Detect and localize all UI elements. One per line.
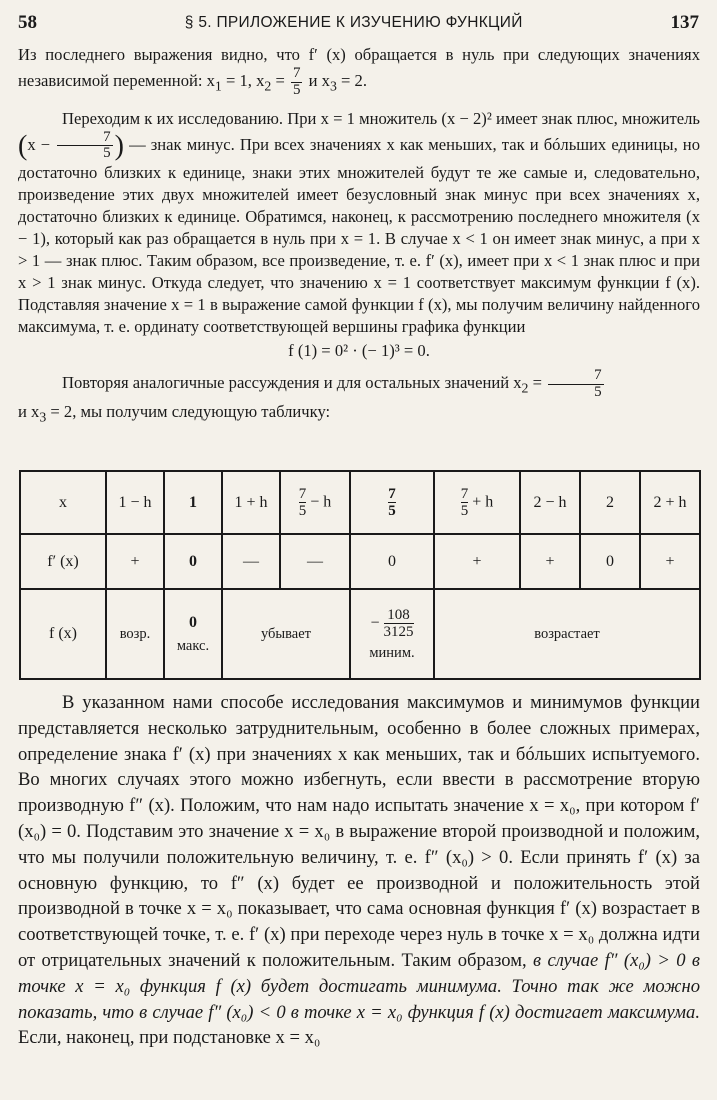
table-cell: − $\frac{108}{3125}$ миним. (350, 589, 434, 679)
intro-text (18, 44, 700, 428)
page-header (18, 8, 699, 38)
table-cell: 1 − h (106, 471, 164, 534)
table-row (20, 471, 700, 534)
left-page-number: 58 (18, 12, 37, 33)
table-cell: 1 (164, 471, 222, 534)
fraction: $\frac{7}{5}$ (57, 130, 113, 163)
table-cell: убывает (222, 589, 350, 679)
table-cell: 0 (350, 534, 434, 589)
sign-table (19, 470, 701, 680)
table-cell: 2 − h (520, 471, 580, 534)
table-row (20, 534, 700, 589)
section-title: § 5. ПРИЛОЖЕНИЕ К ИЗУЧЕНИЮ ФУНКЦИЙ (184, 14, 523, 31)
table-cell: — (222, 534, 280, 589)
right-page-number: 137 (670, 12, 699, 33)
table-cell: + (640, 534, 700, 589)
table-cell: + (434, 534, 520, 589)
paragraph-zeros: Из последнего выражения видно, что f′ (x) обращается в нуль при следующих значениях независимой переменной: $x_1 = 1$, $x_2$ = $\frac{7}{5}$ и $x_3 = 2$. (18, 45, 700, 98)
formula-f1: f (1) = 0² · (− 1)³ = 0. (288, 341, 430, 360)
table-cell: — (280, 534, 350, 589)
table-cell: $\frac{7}{5}$ + h (434, 471, 520, 534)
table-cell: 0 (580, 534, 640, 589)
table-cell: 0 макс. (164, 589, 222, 679)
paragraph-second-derivative: В указанном нами способе исследования максимумов и минимумов функции представляется несколько затруднительным, особенно в более сложных примерах, определение знака f′ (x) при значениях x как меньших, так и бóльших испытуемого. Во многих случаях этого можно избегнуть, если ввести в рассмотрение вторую производную f″ (x). Положим, что нам надо испытать значение x = x₀, при котором f′ (x₀) = 0. Подставим это значение x = x₀ в выражение второй производной и положим, что мы получили положительную величину, т. е. f″ (x₀) > 0. Если принять f′ (x) за основную функцию, то f″ (x) будет ее производной и положительность этой производной в точке x = x₀ показывает, что сама основная функция f′ (x) возрастает в соответствующей точке, т. е. f′ (x) при переходе через нуль в точке x = x₀ должна идти от отрицательных значений к положительным. Таким образом, в случае f″ (x₀) > 0 в точке x = x₀ функция f (x) будет достигать минимума. Точно так же можно показать, что в случае f″ (x₀) < 0 в точке x = x₀ функция f (x) достигает максимума. Если, наконец, при подстановке x = x₀ (18, 692, 700, 1049)
fraction: $\frac{7}{5}$ (548, 368, 604, 401)
table-cell: f′ (x) (20, 534, 106, 589)
table-cell: возрастает (434, 589, 700, 679)
table-cell: + (106, 534, 164, 589)
table-cell: f (x) (20, 589, 106, 679)
table-row (20, 589, 700, 679)
table-cell: возр. (106, 589, 164, 679)
paragraph-analysis: Переходим к их исследованию. При x = 1 множитель (x − 2)² имеет знак плюс, множитель (x − $\frac{7}{5}$ ) — знак минус. При всех значениях x как меньших, так и бóльших единицы, но достаточно близких к единице, знаки этих множителей будут те же самые и, следовательно, произведение этих двух множителей имеет безусловный знак минус при всех значениях x, достаточно близких к единице. Обратимся, наконец, к рассмотрению последнего множителя (x − 1), который как раз обращается в нуль при x = 1. В случае x < 1 он имеет знак минус, а при x > 1 — знак плюс. Таким образом, все произведение, т. е. f′ (x), имеет при x < 1 знак плюс и при x > 1 знак минус. Откуда следует, что значению x = 1 соответствует максимум функции f (x). Подставляя значение x = 1 в выражение самой функции f (x), мы получим величину найденного максимума, т. е. ординату соответствующей вершины графика функции (18, 108, 700, 336)
table-cell: x (20, 471, 106, 534)
table-cell: 2 + h (640, 471, 700, 534)
fraction: $\frac{7}{5}$ (292, 65, 301, 98)
table-cell: $\frac{7}{5}$ (350, 471, 434, 534)
table-cell: + (520, 534, 580, 589)
main-text (18, 690, 700, 1051)
table-cell: 0 (164, 534, 222, 589)
table-cell: 2 (580, 471, 640, 534)
table-cell: $\frac{7}{5}$ − h (280, 471, 350, 534)
table-cell: 1 + h (222, 471, 280, 534)
paragraph-repeat: Повторяя аналогичные рассуждения и для остальных значений $x_2$ = $\frac{7}{5}$ и $x_3 = 2$, мы получим следующую табличку: (18, 367, 602, 424)
